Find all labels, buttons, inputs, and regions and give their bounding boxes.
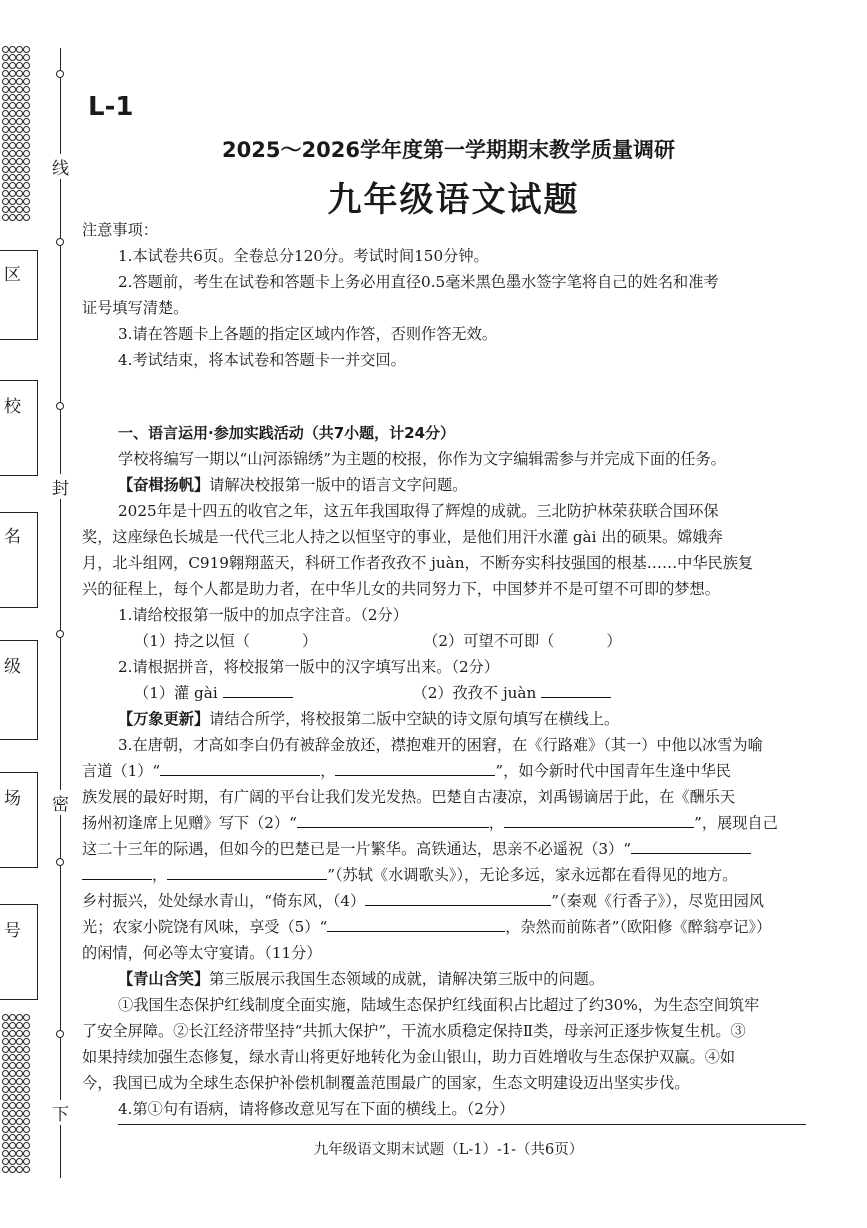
q3-text: ”，如今新时代中国青年生逢中华民 xyxy=(495,762,731,780)
binding-hole xyxy=(9,1126,16,1133)
question-3-line: 族发展的最好时期，有广阔的平台让我们发光发热。巴楚自古凄凉，刘禹锡谪居于此，在《酬乐天 xyxy=(82,788,736,806)
paren-close: ） xyxy=(606,632,622,650)
q3-text: 乡村振兴，处处绿水青山，“倚东风，（4） xyxy=(82,892,366,910)
q3-text: ”（秦观《行香子》），尽览田园风 xyxy=(551,892,764,910)
binding-hole xyxy=(23,1062,30,1069)
question-3-line xyxy=(82,863,808,888)
seal-line-tick xyxy=(56,630,64,638)
binding-hole xyxy=(16,94,23,101)
q3-blank-3a[interactable] xyxy=(631,838,751,854)
question-3-line: 的闲情，何必等太守宴请。（11分） xyxy=(82,944,322,962)
q3-text: 言道（1）“ xyxy=(82,762,161,780)
passage1-line: 2025年是十四五的收官之年，这五年我国取得了辉煌的成就。三北防护林荣获联合国环保 xyxy=(118,502,719,520)
binding-hole xyxy=(16,102,23,109)
binding-hole xyxy=(23,78,30,85)
binding-hole xyxy=(2,46,9,53)
binding-hole xyxy=(23,1158,30,1165)
binding-hole xyxy=(16,1126,23,1133)
question-3-line xyxy=(82,889,808,914)
field-label-class: 级 xyxy=(4,657,21,677)
binding-hole xyxy=(16,126,23,133)
binding-hole xyxy=(2,1046,9,1053)
passage1-line: 兴的征程上，每个人都是助力者，在中华儿女的共同努力下，中国梦并不是可望不可即的梦想。 xyxy=(82,580,720,598)
binding-hole xyxy=(2,1110,9,1117)
binding-hole xyxy=(16,1038,23,1045)
binding-hole xyxy=(16,1062,23,1069)
binding-hole xyxy=(23,1094,30,1101)
q3-text: ，杂然而前陈者”（欧阳修《醉翁亭记》） xyxy=(505,918,772,936)
binding-hole xyxy=(23,110,30,117)
binding-hole xyxy=(9,1078,16,1085)
q3-text: ”（苏轼《水调歌头》），无论多远，家永远都在看得见的地方。 xyxy=(327,866,738,884)
field-label-school: 校 xyxy=(4,397,21,417)
binding-hole xyxy=(9,1054,16,1061)
binding-hole xyxy=(16,1078,23,1085)
binding-hole xyxy=(9,1038,16,1045)
binding-hole xyxy=(2,1166,9,1173)
binding-hole xyxy=(2,1062,9,1069)
binding-hole xyxy=(9,46,16,53)
binding-hole xyxy=(2,102,9,109)
binding-hole xyxy=(9,86,16,93)
binding-hole xyxy=(2,1094,9,1101)
binding-hole xyxy=(16,78,23,85)
question-3-line xyxy=(82,915,808,940)
part1-line xyxy=(82,473,844,498)
binding-hole xyxy=(2,126,9,133)
binding-hole xyxy=(23,118,30,125)
binding-hole xyxy=(23,70,30,77)
binding-hole xyxy=(23,94,30,101)
binding-hole xyxy=(2,1118,9,1125)
binding-hole xyxy=(23,1086,30,1093)
binding-hole xyxy=(16,70,23,77)
binding-hole xyxy=(23,46,30,53)
binding-hole xyxy=(2,1014,9,1021)
binding-hole xyxy=(23,1070,30,1077)
question-4: 4.第①句有语病，请将修改意见写在下面的横线上。（2分） xyxy=(118,1100,515,1118)
binding-hole xyxy=(2,1102,9,1109)
binding-hole xyxy=(16,54,23,61)
q3-blank-5[interactable] xyxy=(327,916,505,932)
q3-blank-2b[interactable] xyxy=(504,812,694,828)
section-heading: 一、语言运用·参加实践活动（共7小题，计24分） xyxy=(118,424,456,442)
q1-item-a: （1）持之以恒（ xyxy=(134,632,250,650)
binding-hole xyxy=(23,1118,30,1125)
passage3-line: ①我国生态保护红线制度全面实施，陆域生态保护红线面积占比超过了约30%，为生态空间筑牢 xyxy=(118,996,760,1014)
field-label-name: 名 xyxy=(4,527,21,547)
binding-hole xyxy=(2,110,9,117)
binding-hole xyxy=(23,126,30,133)
exam-subtitle: 2025～2026学年度第一学期期末教学质量调研 xyxy=(222,138,675,162)
field-label-seat-number: 号 xyxy=(4,921,21,941)
notice-item: 证号填写清楚。 xyxy=(82,299,189,317)
binding-hole xyxy=(2,62,9,69)
part2-text: 请结合所学，将校报第二版中空缺的诗文原句填写在横线上。 xyxy=(209,710,620,728)
passage3-line: 如果持续加强生态修复，绿水青山将更好地转化为金山银山，助力百姓增收与生态保护双赢。④如 xyxy=(82,1048,736,1066)
binding-hole xyxy=(2,1054,9,1061)
binding-hole xyxy=(16,1118,23,1125)
binding-hole xyxy=(9,54,16,61)
binding-hole xyxy=(9,1110,16,1117)
binding-hole xyxy=(2,1038,9,1045)
binding-hole xyxy=(9,62,16,69)
binding-hole xyxy=(23,102,30,109)
q1-item-b: （2）可望不可即（ xyxy=(423,632,555,650)
margin-label-feng: 封 xyxy=(52,474,69,499)
question-1: 1.请给校报第一版中的加点字注音。（2分） xyxy=(118,606,408,624)
paren-close: ） xyxy=(301,632,318,650)
binding-hole xyxy=(2,54,9,61)
binding-hole xyxy=(23,1078,30,1085)
notice-item: 3.请在答题卡上各题的指定区域内作答，否则作答无效。 xyxy=(118,325,497,343)
binding-hole xyxy=(2,1158,9,1165)
q2-item-a: （1）灌 gài xyxy=(134,684,218,702)
binding-hole xyxy=(16,1014,23,1021)
notice-item: 4.考试结束，将本试卷和答题卡一并交回。 xyxy=(118,351,406,369)
binding-hole xyxy=(23,86,30,93)
notice-item: 2.答题前，考生在试卷和答题卡上务必用直径0.5毫米黑色墨水签字笔将自己的姓名和准考 xyxy=(118,273,719,291)
binding-hole xyxy=(2,70,9,77)
passage1-line: 奖，这座绿色长城是一代代三北人持之以恒坚守的事业，是他们用汗水灌 gài 出的硕果。嫦娥奔 xyxy=(82,528,723,546)
binding-hole xyxy=(16,1022,23,1029)
binding-hole xyxy=(16,118,23,125)
question-2: 2.请根据拼音，将校报第一版中的汉字填写出来。（2分） xyxy=(118,658,500,676)
comma: ， xyxy=(488,814,505,832)
binding-hole xyxy=(2,78,9,85)
binding-hole xyxy=(23,1110,30,1117)
margin-label-xia: 下 xyxy=(52,1100,69,1125)
q3-blank-1a[interactable] xyxy=(160,760,320,776)
passage3-line: 了安全屏障。②长江经济带坚持“共抓大保护”，干流水质稳定保持Ⅱ类，母亲河正逐步恢复生机。③ xyxy=(82,1022,746,1040)
binding-hole xyxy=(23,1102,30,1109)
binding-hole xyxy=(9,102,16,109)
field-label-district: 区 xyxy=(4,265,21,285)
margin-label-xian: 线 xyxy=(52,154,69,179)
notice-heading: 注意事项： xyxy=(82,221,158,239)
binding-hole xyxy=(23,1022,30,1029)
comma: ， xyxy=(320,762,336,780)
binding-hole xyxy=(23,1046,30,1053)
binding-hole xyxy=(9,1086,16,1093)
part3-title: 【青山含笑】 xyxy=(118,970,210,988)
exam-title: 九年级语文试题 xyxy=(327,180,580,220)
binding-hole xyxy=(16,1110,23,1117)
binding-hole xyxy=(2,86,9,93)
binding-hole xyxy=(23,1014,30,1021)
page-footer: 九年级语文期末试题（L-1）-1-（共6页） xyxy=(313,1142,584,1158)
binding-hole xyxy=(9,70,16,77)
binding-hole xyxy=(9,1166,16,1173)
binding-hole xyxy=(9,94,16,101)
binding-hole xyxy=(16,62,23,69)
part2-title: 【万象更新】 xyxy=(118,710,210,728)
part3-line xyxy=(82,967,844,992)
question-1-items xyxy=(82,629,860,654)
binding-hole xyxy=(9,1014,16,1021)
seal-line-tick xyxy=(56,1030,64,1038)
q3-text: 这二十三年的际遇，但如今的巴楚已是一片繁华。高铁通达，思亲不必遥祝（3）“ xyxy=(82,840,631,858)
part2-line xyxy=(82,707,844,732)
binding-hole xyxy=(16,1054,23,1061)
q4-answer-line[interactable] xyxy=(118,1124,806,1125)
binding-hole xyxy=(16,1046,23,1053)
q3-text: ”，展现自己 xyxy=(694,814,778,832)
question-3-line xyxy=(82,811,808,836)
section-intro: 学校将编写一期以“山河添锦绣”为主题的校报，你作为文字编辑需参与并完成下面的任务。 xyxy=(118,450,726,468)
binding-hole xyxy=(2,1022,9,1029)
binding-hole xyxy=(16,1094,23,1101)
binding-hole xyxy=(9,1046,16,1053)
binding-hole xyxy=(16,1030,23,1037)
binding-hole xyxy=(9,110,16,117)
binding-hole xyxy=(9,1030,16,1037)
binding-hole xyxy=(9,1022,16,1029)
q3-blank-2a[interactable] xyxy=(297,812,489,828)
passage1-line: 月，北斗组网，C919翱翔蓝天，科研工作者孜孜不 juàn，不断夯实科技强国的根基……中华民族复 xyxy=(82,554,754,572)
binding-hole xyxy=(16,1070,23,1077)
q2-blank-a[interactable] xyxy=(223,682,293,698)
binding-hole xyxy=(2,1030,9,1037)
q3-blank-1b[interactable] xyxy=(335,760,495,776)
binding-hole xyxy=(2,1078,9,1085)
binding-hole xyxy=(2,1126,9,1133)
part1-title: 【奋楫扬帆】 xyxy=(118,476,210,494)
q3-blank-3c[interactable] xyxy=(167,864,327,880)
binding-hole xyxy=(9,1062,16,1069)
q3-text: 光；农家小院饶有风味，享受（5）“ xyxy=(82,918,328,936)
binding-hole xyxy=(9,1094,16,1101)
binding-hole xyxy=(23,1166,30,1173)
comma: ， xyxy=(152,866,168,884)
seal-line-tick xyxy=(56,70,64,78)
binding-hole xyxy=(2,94,9,101)
binding-hole xyxy=(23,1030,30,1037)
binding-hole xyxy=(9,1102,16,1109)
part3-text: 第三版展示我国生态领域的成就，请解决第三版中的问题。 xyxy=(209,970,604,988)
binding-hole xyxy=(23,1126,30,1133)
binding-hole xyxy=(23,54,30,61)
passage3-line: 今，我国已成为全球生态保护补偿机制覆盖范围最广的国家，生态文明建设迈出坚实步伐。 xyxy=(82,1074,690,1092)
binding-hole xyxy=(16,1102,23,1109)
binding-hole xyxy=(23,1054,30,1061)
seal-line-tick xyxy=(56,402,64,410)
binding-hole xyxy=(23,1038,30,1045)
binding-hole xyxy=(9,1070,16,1077)
part1-text: 请解决校报第一版中的语言文字问题。 xyxy=(209,476,468,494)
q3-text: 扬州初逢席上见赠》写下（2）“ xyxy=(82,814,297,832)
paper-code: L-1 xyxy=(88,92,134,122)
binding-hole xyxy=(2,118,9,125)
notice-item: 1.本试卷共6页。全卷总分120分。考试时间150分钟。 xyxy=(118,247,489,265)
binding-hole xyxy=(16,46,23,53)
binding-hole xyxy=(9,118,16,125)
binding-hole xyxy=(9,1158,16,1165)
binding-hole xyxy=(9,78,16,85)
binding-hole xyxy=(16,1158,23,1165)
binding-hole xyxy=(16,86,23,93)
question-3-line: 3.在唐朝，才高如李白仍有被辞金放还，襟抱难开的困窘，在《行路难》（其一）中他以冰雪为喻 xyxy=(118,736,763,754)
seal-line-tick xyxy=(56,858,64,866)
q2-blank-b[interactable] xyxy=(541,682,611,698)
question-3-line xyxy=(82,759,808,784)
q3-blank-4[interactable] xyxy=(365,890,551,906)
binding-hole xyxy=(2,1070,9,1077)
binding-hole xyxy=(16,1166,23,1173)
binding-hole xyxy=(23,62,30,69)
seal-line-tick xyxy=(56,238,64,246)
binding-hole xyxy=(16,1086,23,1093)
binding-hole xyxy=(2,1086,9,1093)
question-2-items xyxy=(82,681,860,706)
q3-blank-3b[interactable] xyxy=(82,864,152,880)
binding-hole xyxy=(9,1118,16,1125)
binding-hole xyxy=(9,126,16,133)
q2-item-b: （2）孜孜不 juàn xyxy=(412,684,537,702)
question-3-line xyxy=(82,837,808,862)
field-label-exam-room: 场 xyxy=(4,789,21,809)
binding-hole xyxy=(16,110,23,117)
margin-label-mi: 密 xyxy=(52,790,69,815)
